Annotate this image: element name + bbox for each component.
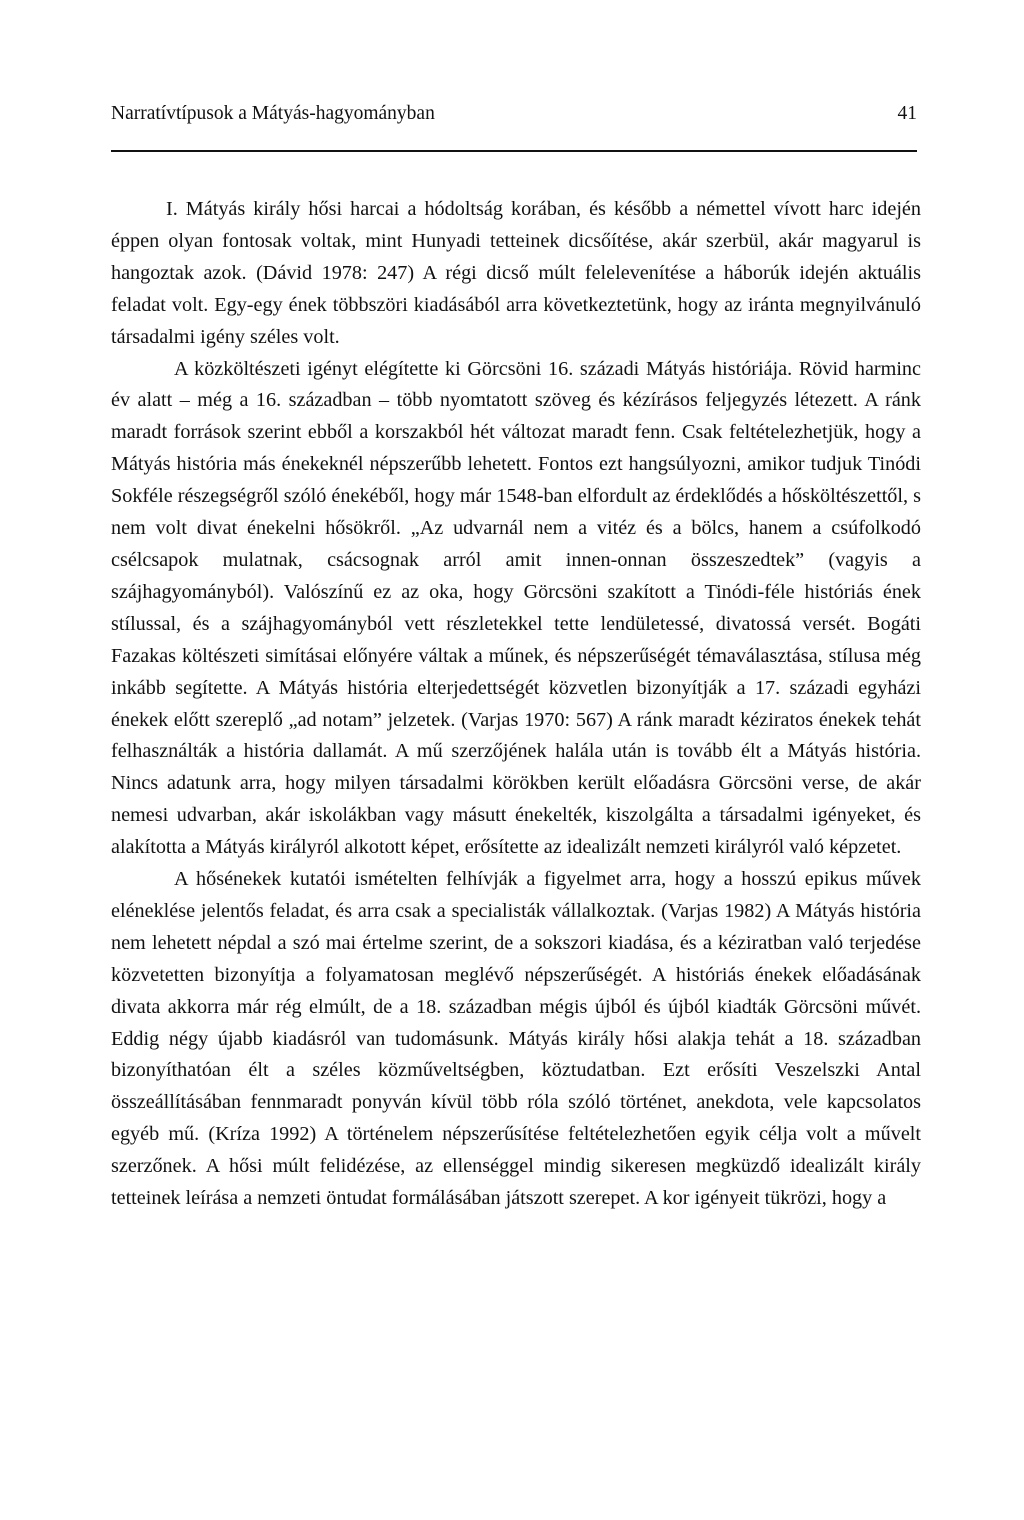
paragraph: A közköltészeti igényt elégítette ki Görcsöni 16. századi Mátyás históriája. Rövid harminc év alatt – még a 16. században – több nyomtatott szöveg és kézírásos feljegyzés létezett. A ránk maradt források szerint ebből a korszakból hét változat maradt fenn. Csak feltételezhetjük, hogy a Mátyás história más énekeknél népszerűbb lehetett. Fontos ezt hangsúlyozni, amikor tudjuk Tinódi Sokféle részegségről szóló énekéből, hogy már 1548-ban elfordult az érdeklődés a hősköltészettől, s nem volt divat énekelni hősökről. „Az udvarnál nem a vitéz és a bölcs, hanem a csúfolkodó csélcsapok mulatnak, csácsognak arról amit innen-onnan összeszedtek” (vagyis a szájhagyományból). Valószínű ez az oka, hogy Görcsöni szakított a Tinódi-féle históriás ének stílussal, és a szájhagyományból vett részletekkel tette lendületessé, divatossá versét. Bogáti Fazakas költészeti simításai előnyére váltak a műnek, és népszerűségét témaválasztása, stílusa még inkább segítette. A Mátyás história elterjedettségét közvetlen bizonyítják a 17. századi egyházi énekek előtt szereplő „ad notam” jelzetek. (Varjas 1970: 567) A ránk maradt kéziratos énekek tehát felhasználták a história dallamát. A mű szerzőjének halála után is tovább élt a Mátyás história. Nincs adatunk arra, hogy milyen társadalmi körökben került előadásra Görcsöni verse, de akár nemesi udvarban, akár iskolákban vagy másutt énekelték, kiszolgálta a társadalmi igényeket, és alakította a Mátyás királyról alkotott képet, erősítette az idealizált nemzeti királyról való képzetet. xyxy=(111,357,921,859)
body-text xyxy=(111,194,921,1215)
running-header xyxy=(111,103,917,139)
page-number: 41 xyxy=(897,103,917,124)
running-title: Narratívtípusok a Mátyás-hagyományban xyxy=(111,103,435,124)
paragraph: I. Mátyás király hősi harcai a hódoltság korában, és később a némettel vívott harc idején éppen olyan fontosak voltak, mint Hunyadi tetteinek dicsőítése, akár szerbül, akár magyarul is hangoztak azok. (Dávid 1978: 247) A régi dicső múlt felelevenítése a háborúk idején aktuális feladat volt. Egy-egy ének többszöri kiadásából arra következtetünk, hogy az iránta megnyilvánuló társadalmi igény széles volt. xyxy=(111,198,921,348)
header-rule xyxy=(111,150,917,152)
paragraph: A hősénekek kutatói ismételten felhívják a figyelmet arra, hogy a hosszú epikus művek eléneklése jelentős feladat, és arra csak a specialisták vállalkoztak. (Varjas 1982) A Mátyás história nem lehetett népdal a szó mai értelme szerint, de a sokszori kiadása, és a kéziratban való terjedése közvetetten bizonyítja a folyamatosan meglévő népszerűségét. A históriás énekek előadásának divata akkorra már rég elmúlt, de a 18. században mégis újból és újból kiadták Görcsöni művét. Eddig négy újabb kiadásról van tudomásunk. Mátyás király hősi alakja tehát a 18. században bizonyíthatóan élt a széles közműveltségben, köztudatban. Ezt erősíti Veszelszki Antal összeállításában fennmaradt ponyván kívül több róla szóló történet, anekdota, vele kapcsolatos egyéb mű. (Kríza 1992) A történelem népszerűsítése feltételezhetően egyik célja volt a művelt szerzőnek. A hősi múlt felidézése, az ellenséggel mindig sikeresen megküzdő idealizált király tetteinek leírása a nemzeti öntudat formálásában játszott szerepet. A kor igényeit tükrözi, hogy a xyxy=(111,868,921,1210)
